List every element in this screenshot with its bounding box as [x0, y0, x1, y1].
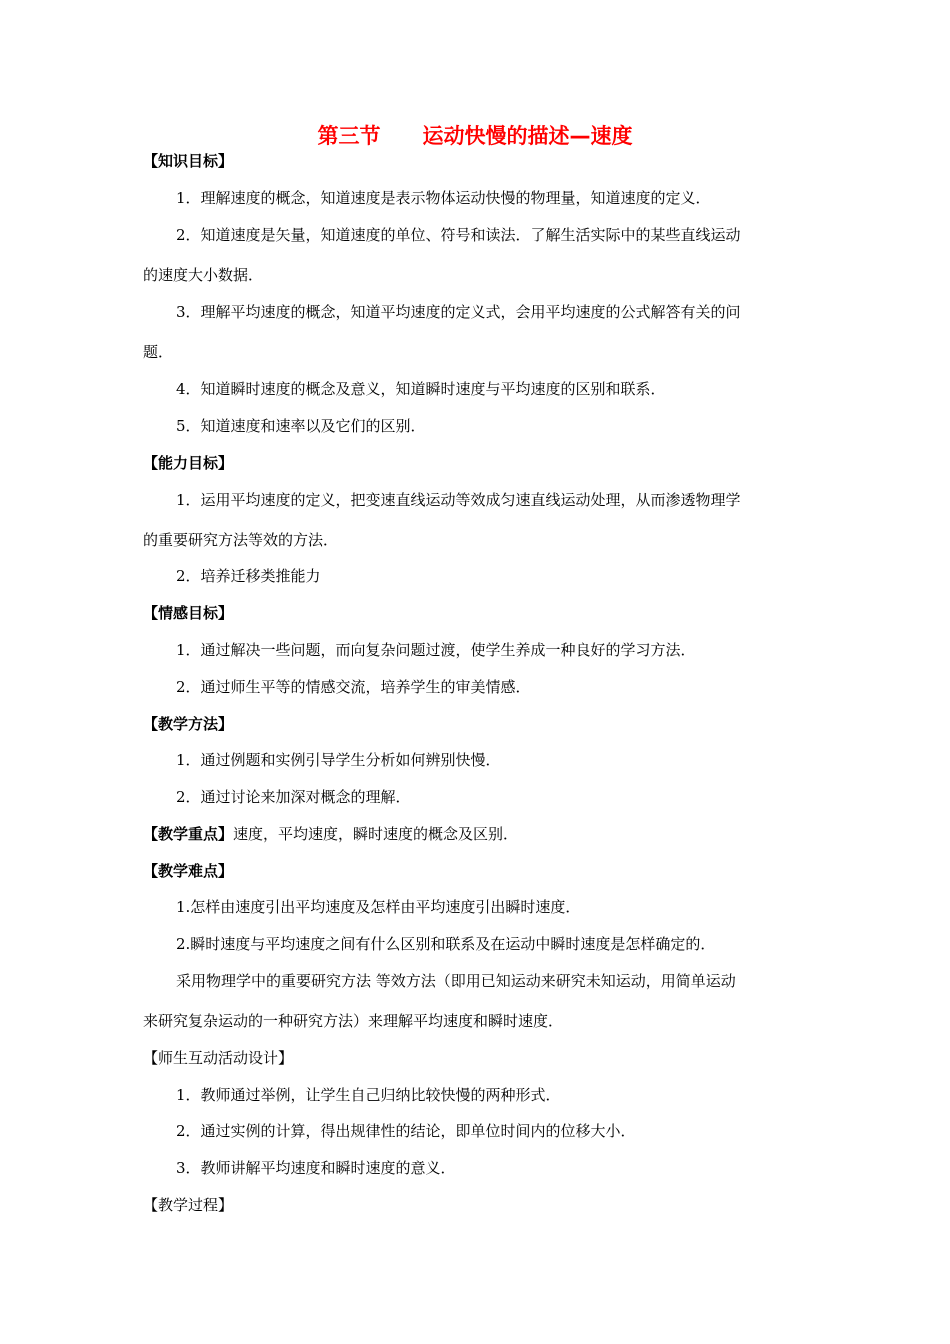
section-heading-difficulty: 【教学难点】 [143, 862, 234, 880]
difficulty-item-3-cont: 来研究复杂运动的一种研究方法）来理解平均速度和瞬时速度． [143, 1012, 564, 1030]
difficulty-item-1: 1.怎样由速度引出平均速度及怎样由平均速度引出瞬时速度． [176, 898, 581, 916]
interaction-item-2: 2．通过实例的计算，得出规律性的结论，即单位时间内的位移大小． [176, 1122, 636, 1140]
knowledge-item-2: 2．知道速度是矢量，知道速度的单位、符号和读法．了解生活实际中的某些直线运动 [176, 226, 741, 244]
knowledge-item-4: 4．知道瞬时速度的概念及意义，知道瞬时速度与平均速度的区别和联系． [176, 380, 666, 398]
ability-item-1: 1．运用平均速度的定义，把变速直线运动等效成匀速直线运动处理，从而渗透物理学 [176, 491, 741, 509]
knowledge-item-3: 3．理解平均速度的概念，知道平均速度的定义式，会用平均速度的公式解答有关的问 [176, 303, 741, 321]
emotion-item-2: 2．通过师生平等的情感交流，培养学生的审美情感． [176, 678, 531, 696]
method-item-2: 2．通过讨论来加深对概念的理解． [176, 788, 411, 806]
ability-item-1-cont: 的重要研究方法等效的方法． [143, 531, 339, 549]
method-item-1: 1．通过例题和实例引导学生分析如何辨别快慢． [176, 751, 501, 769]
section-heading-keypoint: 【教学重点】 [143, 825, 234, 843]
knowledge-item-1: 1．理解速度的概念，知道速度是表示物体运动快慢的物理量，知道速度的定义． [176, 189, 711, 207]
section-heading-knowledge: 【知识目标】 [143, 152, 234, 170]
knowledge-item-3-cont: 题． [143, 343, 174, 361]
section-heading-process: 【教学过程】 [143, 1196, 234, 1214]
difficulty-item-2: 2.瞬时速度与平均速度之间有什么区别和联系及在运动中瞬时速度是怎样确定的． [176, 935, 716, 953]
section-heading-emotion: 【情感目标】 [143, 604, 234, 622]
page-title: 第三节 运动快慢的描述—速度 [317, 124, 633, 148]
ability-item-2: 2．培养迁移类推能力 [176, 567, 321, 585]
section-heading-interaction: 【师生互动活动设计】 [143, 1049, 294, 1067]
knowledge-item-2-cont: 的速度大小数据． [143, 266, 264, 284]
interaction-item-1: 1．教师通过举例，让学生自己归纳比较快慢的两种形式． [176, 1086, 561, 1104]
section-heading-ability: 【能力目标】 [143, 454, 234, 472]
knowledge-item-5: 5．知道速度和速率以及它们的区别． [176, 417, 426, 435]
emotion-item-1: 1．通过解决一些问题，而向复杂问题过渡，使学生养成一种良好的学习方法． [176, 641, 696, 659]
keypoint-text: 速度，平均速度，瞬时速度的概念及区别． [233, 825, 519, 843]
difficulty-item-3: 采用物理学中的重要研究方法 等效方法（即用已知运动来研究未知运动，用简单运动 [176, 972, 736, 990]
interaction-item-3: 3．教师讲解平均速度和瞬时速度的意义． [176, 1159, 456, 1177]
section-heading-method: 【教学方法】 [143, 715, 234, 733]
keypoint-line [143, 824, 813, 844]
